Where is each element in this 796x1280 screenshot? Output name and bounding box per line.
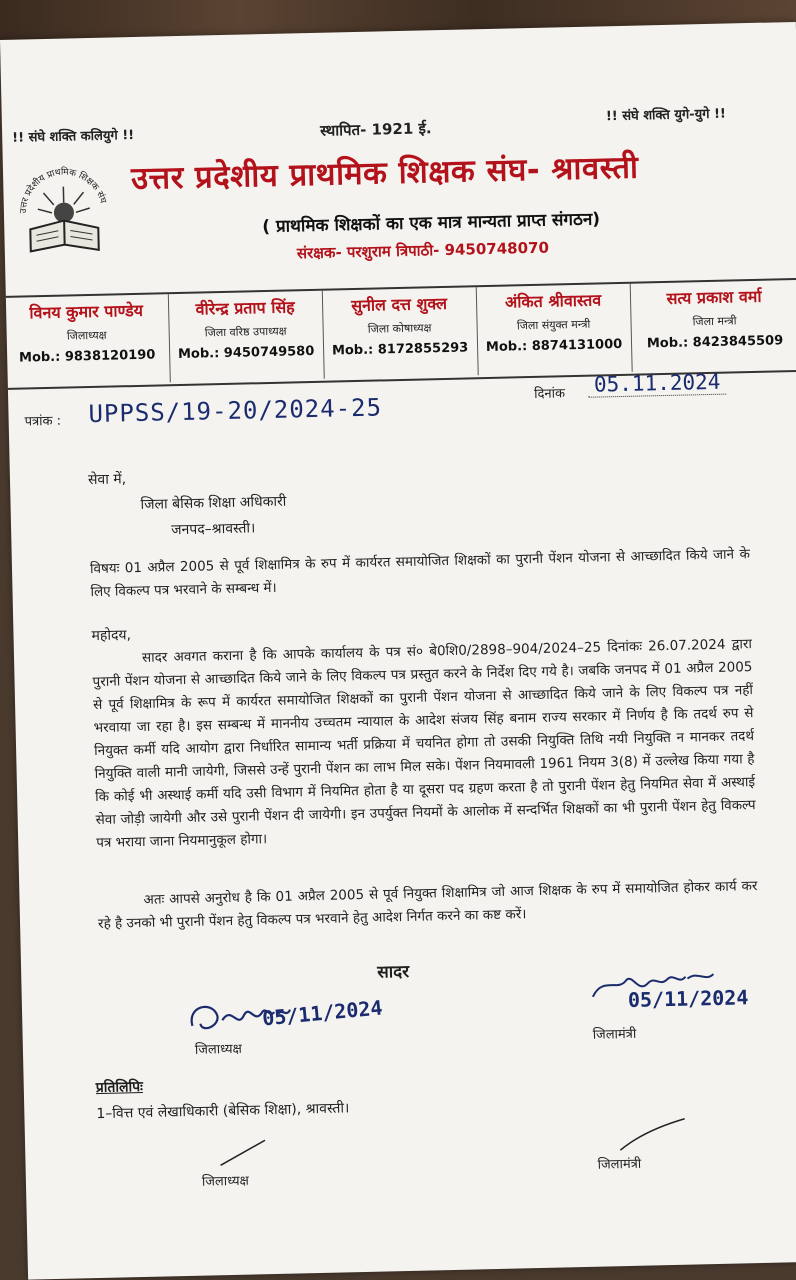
officer-mobile: Mob.: 8423845509 [646,333,784,352]
officer-role: जिला संयुक्त मन्त्री [516,317,591,333]
officer-name: वीरेन्द्र प्रताप सिंह [195,297,295,319]
officer-mobile: Mob.: 9838120190 [18,347,156,366]
cc-secretary-label: जिलामंत्री [597,1156,642,1173]
closing: सादर [377,961,410,983]
letter-page [0,22,796,1280]
officer-name: सुनील दत्त शुक्ल [350,293,448,316]
officer-name: विनय कुमार पाण्डेय [29,300,144,323]
cc-item: 1–वित्त एवं लेखाधिकारी (बेसिक शिक्षा), श्रावस्ती। [96,1100,350,1123]
subject: विषयः 01 अप्रैल 2005 से पूर्व शिक्षामित्र के रुप में कार्यरत समायोजित शिक्षकों का पुरानी पेंशन योजना से आच्छादित किये जाने के लिए विकल्प पत्र भरवाने के सम्बन्ध में। [89,546,751,601]
union-logo-icon [15,150,113,260]
officer-role: जिला कोषाध्यक्ष [367,321,432,336]
cc-label: प्रतिलिपिः [95,1079,144,1097]
president-signature-date: 05/11/2024 [261,995,384,1031]
officer-3 [324,291,475,358]
cc-secretary-signature [615,1112,706,1154]
body-paragraph-2: अतः आपसे अनुरोध है कि 01 अप्रैल 2005 से पूर्व नियुक्त शिक्षामित्र जो आज शिक्षक के रुप में समायोजित होकर कार्य कर रहे है उनको भी पुरानी पेंशन हेतु विकल्प पत्र भरवाने हेतु आदेश निर्गत करने का कष्ट करें। [97,878,758,933]
address-salutation: सेवा में, [87,471,127,489]
addressee-office: जिला बेसिक शिक्षा अधिकारी [140,493,287,513]
officer-5 [632,284,796,352]
officer-name: सत्य प्रकाश वर्मा [666,286,762,308]
reference-label: पत्रांक : [24,413,62,430]
salutation: महोदय, [91,627,132,645]
officer-role: जिला वरिष्ठ उपाध्यक्ष [204,324,287,340]
officer-1 [6,298,167,366]
addressee-district: जनपद–श्रावस्ती। [170,520,256,539]
date-label: दिनांक [534,386,566,402]
officer-mobile: Mob.: 9450749580 [177,343,315,363]
patron-line: संरक्षक- परशुराम त्रिपाठी- 9450748070 [296,238,550,263]
reference-number: UPPSS/19-20/2024-25 [88,393,383,429]
officer-4 [478,288,629,355]
body-paragraph-1: सादर अवगत कराना है कि आपके कार्यालय के पत्र सं० बे0शि0/2898–904/2024–25 दिनांकः 26.07.2024 द्वारा पुरानी पेंशन योजना से आच्छादित किये जाने के लिए विकल्प पत्र प्रस्तुत करने के निर्देश दिए गये है। जबकि जनपद में 01 अप्रैल 2005 से पूर्व शिक्षामित्र के रूप में कार्यरत समायोजित शिक्षकों का पुरानी पेंशन योजना से आच्छादित किये जाने के लिए विकल्प पत्र नहीं भरवाया जा रहा है। इस सम्बन्ध में माननीय उच्चतम न्यायाल के आदेश संजय सिंह बनाम राज्य सरकार में निर्णय है कि तदर्थ रुप से नियुक्त कर्मी यदि आयोग द्वारा निर्धारित सामान्य भर्ती प्रक्रिया में चयनित होगा तो उसकी नियुक्ति तिथि नयी नियुक्ति न मानकर तदर्थ नियुक्ति वाली मानी जायेगी, जिससे उन्हें पुरानी पेंशन का लाभ मिल सके। पेंशन नियमावली 1961 नियम 3(8) में उल्लेख किया गया है कि कोई भी अस्थाई कर्मी यदि उसी विभाग में नियमित होता है या दूसरा पद ग्रहण करता है तो पुरानी पेंशन हेतु नियमित सेवा में अस्थाई सेवा जोड़ी जायेगी और उसे पुरानी पेंशन दी जायेगी। इन उपर्युक्त नियमों के आलोक में सन्दर्भित शिक्षकों का भी पुरानी पेंशन हेतु विकल्प पत्र भराया जाना नियमानुकूल होगा। [92,636,756,852]
president-label: जिलाध्यक्ष [194,1041,243,1058]
org-name-title: उत्तर प्रदेशीय प्राथमिक शिक्षक संघ- श्रावस्ती [130,149,639,198]
logo-text: उत्तर प्रदेशीय प्राथमिक शिक्षक संघ [18,167,108,214]
slogan-left: !! संघे शक्ति कलियुगे !! [12,127,135,146]
officer-mobile: Mob.: 8172855293 [331,340,469,359]
cc-president-signature [215,1132,296,1174]
org-tagline: ( प्राथमिक शिक्षकों का एक मात्र मान्यता प्राप्त संगठन) [262,209,601,238]
secretary-signature-date: 05/11/2024 [627,985,749,1012]
officer-2 [170,295,321,362]
secretary-label: जिलामंत्री [592,1026,637,1043]
established-year: स्थापित- 1921 ई. [319,119,432,140]
slogan-right: !! संघे शक्ति युगे-युगे !! [605,106,727,125]
date-value: 05.11.2024 [588,370,727,398]
officer-role: जिला मन्त्री [692,314,737,329]
officer-role: जिलाध्यक्ष [66,328,107,343]
cc-president-label: जिलाध्यक्ष [201,1173,250,1190]
officer-name: अंकित श्रीवास्तव [504,290,602,312]
officer-mobile: Mob.: 8874131000 [485,336,623,356]
